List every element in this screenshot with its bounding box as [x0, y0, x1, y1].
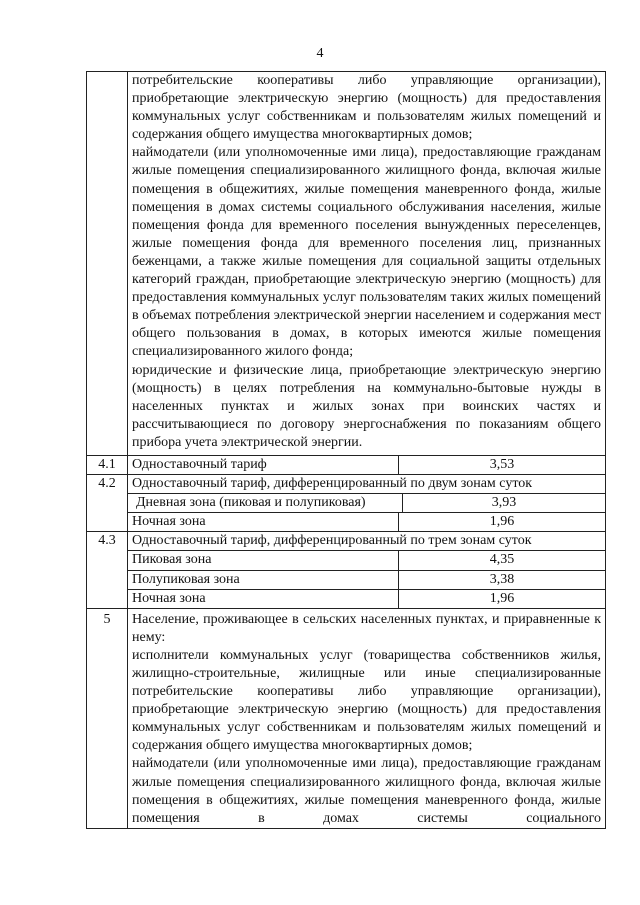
table-row-4-3 — [86, 531, 606, 607]
row-number-cell — [86, 72, 128, 455]
page-number: 4 — [316, 46, 324, 61]
table-row-4-2 — [86, 474, 606, 531]
tariff-value: 3,53 — [489, 456, 515, 472]
tariff-label: Одноставочный тариф — [128, 456, 399, 474]
consumer-category-text: наймодатели (или уполномоченные ими лица), предоставляющие гражданам жилые помещения специализированного жилищного фонда, включая жилые помещения в общежитиях, жилые помещения маневренного фонда, жилые помещения в домах системы социального — [132, 756, 601, 826]
tariff-title: Одноставочный тариф, дифференцированный по трем зонам суток — [132, 533, 532, 549]
consumer-category-text: потребительские кооперативы либо управляющие организации), приобретающие электрическую энергию (мощность) для предоставления коммунальных услуг собственникам и пользователям жилых помещений и содержания общего имущества многоквартирных домов; — [132, 73, 601, 143]
consumer-category-text: исполнители коммунальных услуг (товарищества собственников жилья, жилищно-строительные, жилищные или иные специализированные потребительские кооперативы либо управляющие организации), приобретающие электрическую энергию (мощность) для предоставления коммунальных услуг собственникам и пользователям жилых помещений и содержания общего имущества многоквартирных домов; — [132, 647, 601, 754]
zone-value: 1,96 — [489, 590, 515, 606]
row-content — [128, 475, 606, 531]
zone-value: 4,35 — [489, 552, 515, 568]
tariff-table — [86, 71, 606, 829]
zone-value: 3,93 — [491, 495, 517, 511]
zone-label: Ночная зона — [128, 590, 399, 608]
row-content — [128, 609, 606, 828]
row-number: 4.1 — [86, 456, 128, 474]
row-content — [128, 532, 606, 607]
row-number: 4.3 — [86, 532, 128, 607]
zone-label: Полупиковая зона — [128, 571, 399, 589]
row-number: 5 — [86, 609, 128, 828]
consumer-category-text: Население, проживающее в сельских населенных пунктах, и приравненные к нему: — [132, 611, 601, 645]
row-content — [128, 72, 606, 455]
table-row-5 — [86, 608, 606, 829]
zone-value: 3,38 — [489, 571, 515, 587]
table-row-4-continuation — [86, 71, 606, 455]
zone-label: Ночная зона — [128, 513, 399, 531]
row-number: 4.2 — [86, 475, 128, 531]
zone-label: Дневная зона (пиковая и полупиковая) — [128, 494, 403, 512]
row-content — [128, 456, 606, 474]
consumer-category-text: наймодатели (или уполномоченные ими лица), предоставляющие гражданам жилые помещения специализированного жилищного фонда, включая жилые помещения в общежитиях, жилые помещения маневренного фонда, жилые помещения в домах системы социального обслуживания населения, жилые помещения фонда для временного поселения вынужденных переселенцев, жилые помещения фонда для временного поселения лиц, признанных беженцами, а также жилые помещения для социальной защиты отдельных категорий граждан, приобретающие электрическую энергию (мощность) для предоставления коммунальных услуг пользователям таких жилых помещений в объемах потребления электрической энергии населением и содержания мест общего пользования в домах, в которых имеются жилые помещения специализированного жилого фонда; — [132, 145, 601, 360]
table-row-4-1 — [86, 455, 606, 474]
tariff-title: Одноставочный тариф, дифференцированный по двум зонам суток — [132, 476, 533, 492]
zone-label: Пиковая зона — [128, 551, 399, 569]
consumer-category-text: юридические и физические лица, приобретающие электрическую энергию (мощность) в целях потребления на коммунально-бытовые нужды в населенных пунктах и жилых зонах при воинских частях и рассчитывающиеся по договору энергоснабжения по показаниям общего прибора учета электрической энергии. — [132, 362, 601, 450]
zone-value: 1,96 — [489, 514, 515, 530]
